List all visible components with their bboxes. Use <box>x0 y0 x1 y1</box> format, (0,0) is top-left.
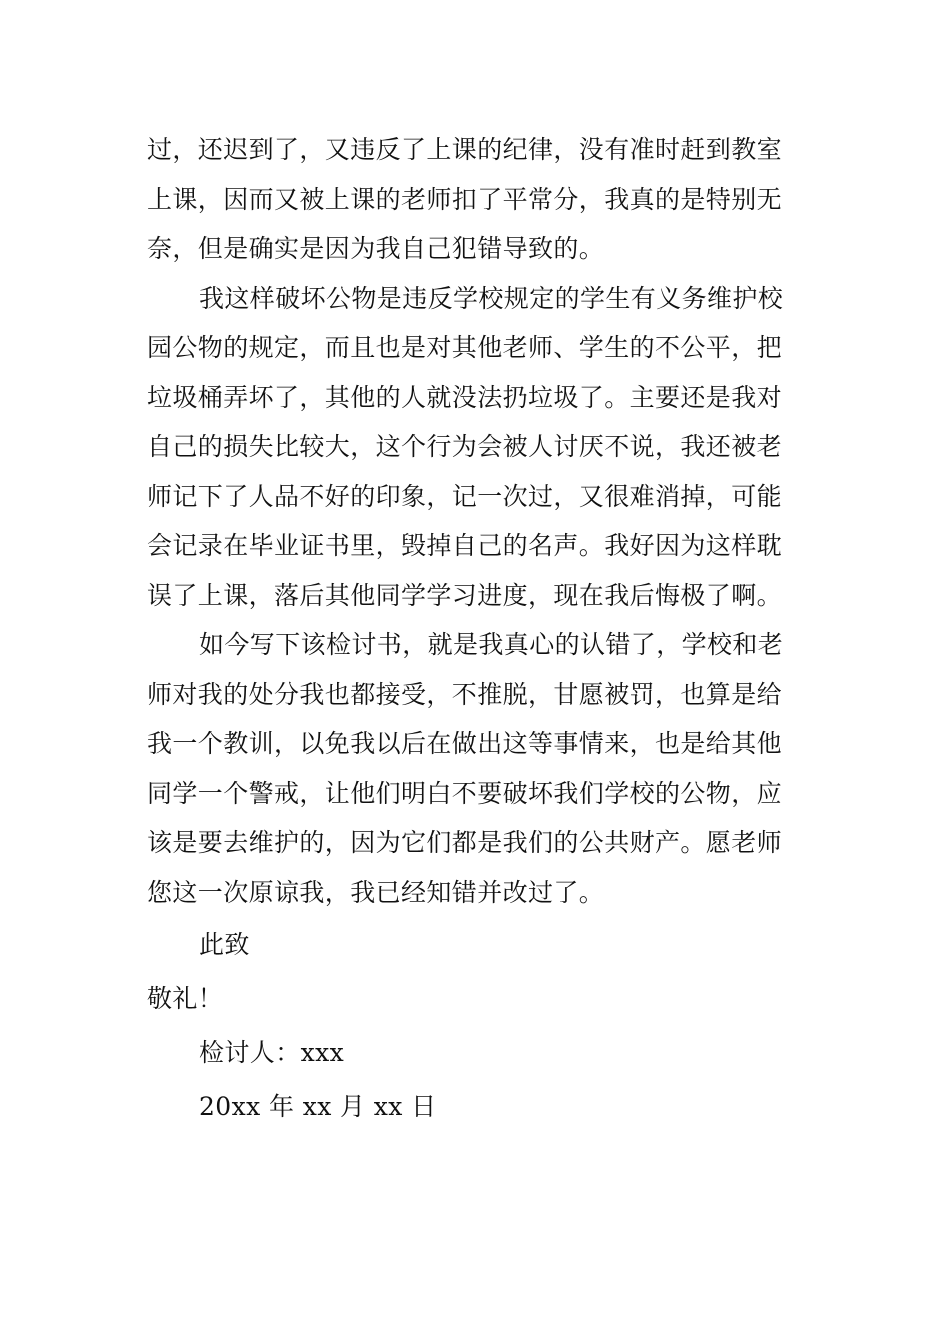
text-line: 我一个教训，以免我以后在做出这等事情来，也是给其他 <box>147 729 783 758</box>
paragraph-3 <box>147 620 807 917</box>
salutation: 此致 <box>199 930 250 959</box>
text-line: 垃圾桶弄坏了，其他的人就没法扔垃圾了。主要还是我对 <box>147 382 783 412</box>
text-line: 如今写下该检讨书，就是我真心的认错了，学校和老 <box>199 630 784 659</box>
text-line: 过，还迟到了，又违反了上课的纪律，没有准时赶到教室 <box>147 135 783 164</box>
text-line: 师记下了人品不好的印象，记一次过，又很难消掉，可能 <box>147 481 783 511</box>
text-line: 奈，但是确实是因为我自己犯错导致的。 <box>147 234 605 263</box>
text-line: 上课，因而又被上课的老师扣了平常分，我真的是特别无 <box>147 184 783 214</box>
paragraph-1 <box>147 125 807 274</box>
closing-section <box>147 918 807 1134</box>
date: 20xx 年 xx 月 xx 日 <box>199 1092 437 1121</box>
text-line: 该是要去维护的，因为它们都是我们的公共财产。愿老师 <box>147 828 783 857</box>
text-line: 您这一次原谅我，我已经知错并改过了。 <box>147 877 605 907</box>
text-line: 我这样破坏公物是违反学校规定的学生有义务维护校 <box>199 283 784 313</box>
text-line: 误了上课，落后其他同学学习进度，现在我后悔极了啊。 <box>147 580 783 610</box>
text-line: 自己的损失比较大，这个行为会被人讨厌不说，我还被老 <box>147 432 783 461</box>
text-line: 同学一个警戒，让他们明白不要破坏我们学校的公物，应 <box>147 778 783 808</box>
signer: 检讨人：xxx <box>199 1038 345 1067</box>
document-body <box>147 125 807 1134</box>
text-line: 会记录在毕业证书里，毁掉自己的名声。我好因为这样耽 <box>147 531 783 560</box>
respect-line: 敬礼！ <box>147 984 224 1013</box>
paragraph-2 <box>147 274 807 621</box>
text-line: 园公物的规定，而且也是对其他老师、学生的不公平，把 <box>147 333 783 362</box>
text-line: 师对我的处分我也都接受，不推脱，甘愿被罚，也算是给 <box>147 679 783 709</box>
